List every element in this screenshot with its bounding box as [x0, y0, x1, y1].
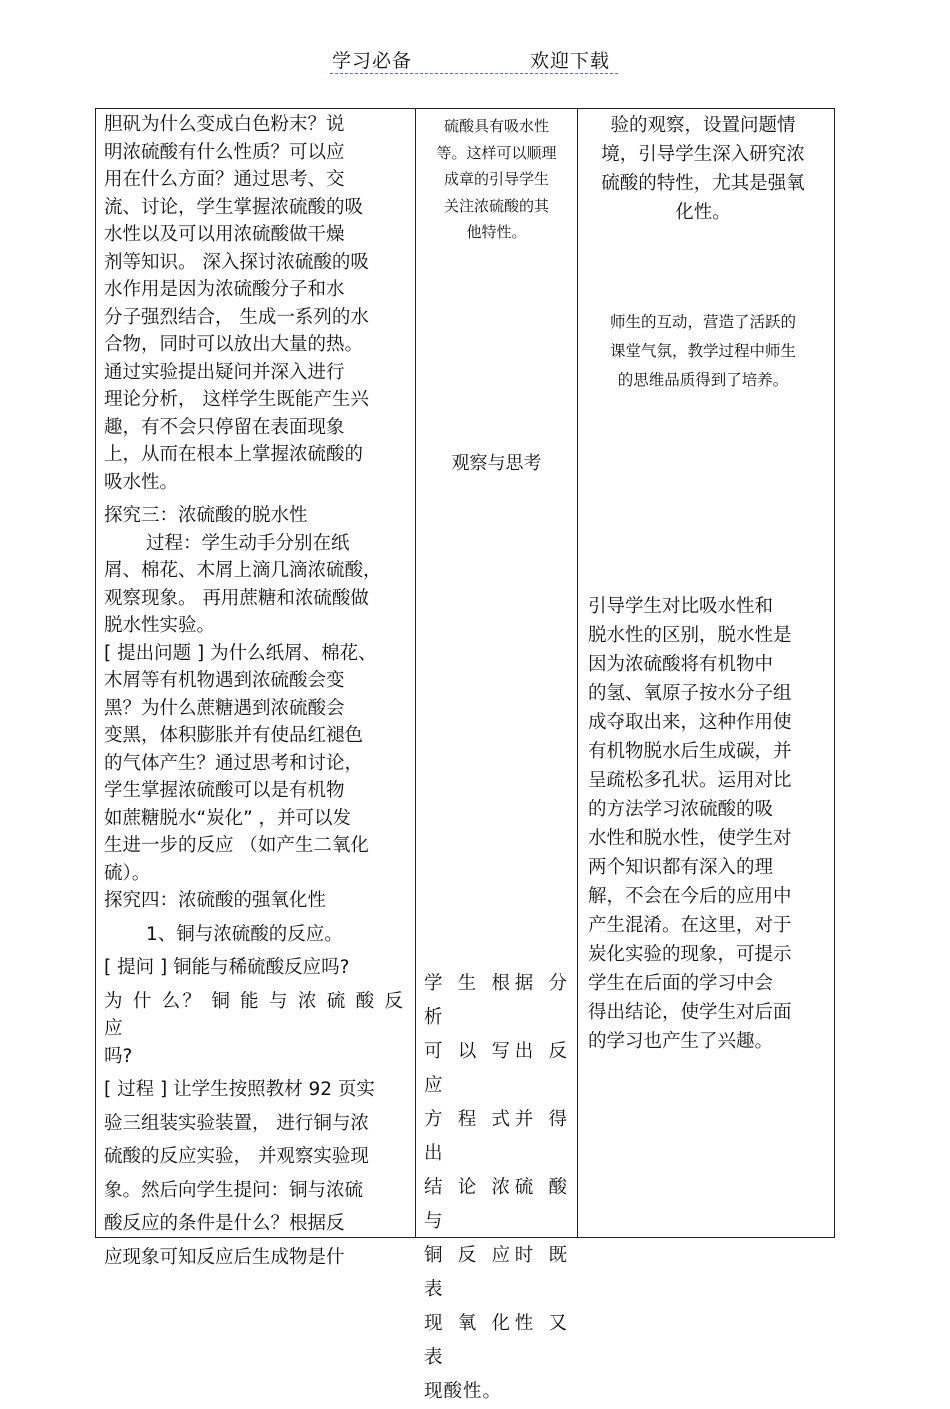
- text-line: 因为浓硫酸将有机物中: [588, 654, 774, 675]
- text-line: 两个知识都有深入的理: [588, 857, 774, 878]
- text-line: 脱水性实验。: [104, 615, 216, 636]
- text-line: 铜 反 应时 既 表: [424, 1245, 568, 1300]
- text-line: 象。然后向学生提问：铜与浓硫: [104, 1179, 364, 1201]
- text-line: 验三组装实验装置， 进行铜与浓: [104, 1112, 369, 1134]
- text-line: 现酸性。: [424, 1381, 503, 1402]
- section-heading-inquiry-3: 探究三：浓硫酸的脱水性: [104, 505, 308, 526]
- text-line: 的学习也产生了兴趣。: [588, 1031, 774, 1052]
- comparison-note: [588, 592, 826, 1056]
- text-line: 水性和脱水性，使学生对: [588, 828, 792, 849]
- text-line: 硫酸具有吸水性: [443, 117, 549, 135]
- text-line: 得出结论，使学生对后面: [588, 1002, 792, 1023]
- text-line: 为 什 么？ 铜 能 与 浓 硫 酸 反 应: [104, 990, 404, 1039]
- text-line: 成夺取出来，这种作用使: [588, 712, 792, 733]
- text-line: 用在什么方面？通过思考、交: [104, 169, 345, 190]
- text-line: 境，引导学生深入研究浓: [601, 144, 805, 165]
- text-line: 观察现象。 再用蔗糖和浓硫酸做: [104, 587, 369, 609]
- text-line: 变黑，体积膨胀并有使品红褪色: [104, 725, 364, 746]
- header-left-text: 学习必备: [332, 50, 413, 72]
- text-line: 水性以及可以用浓硫酸做干燥: [104, 224, 345, 245]
- text-line: 引导学生对比吸水性和: [588, 596, 774, 617]
- text-line: 屑、棉花、木屑上滴几滴浓硫酸，: [104, 560, 382, 581]
- text-line: 过程：学生动手分别在纸: [146, 532, 350, 554]
- text-line: 可 以 写出 反 应: [424, 1041, 568, 1096]
- text-line: [ 提问 ] 铜能与稀硫酸反应吗?: [104, 957, 350, 978]
- text-line: [ 提出问题 ] 为什么纸屑、棉花、: [104, 642, 377, 664]
- text-line: 的方法学习浓硫酸的吸: [588, 799, 774, 820]
- header-right-text: 欢迎下载: [530, 50, 611, 72]
- text-line: 木屑等有机物遇到浓硫酸会变: [104, 670, 345, 691]
- page-header: [330, 46, 618, 76]
- text-line: 呈疏松多孔状。运用对比: [588, 770, 792, 791]
- text-line: 上，从而在根本上掌握浓硫酸的: [104, 444, 364, 465]
- text-line: 胆矾为什么变成白色粉末？说: [104, 114, 345, 135]
- text-line: 的思维品质得到了培养。: [617, 371, 789, 389]
- interaction-note: [583, 308, 823, 395]
- student-activity-note: [419, 113, 574, 246]
- text-line: 成章的引导学生: [443, 170, 549, 188]
- text-line: 师生的互动，营造了活跃的: [609, 313, 796, 331]
- text-line: 结 论 浓硫 酸 与: [424, 1177, 568, 1232]
- text-line: 产生混淆。在这里，对于: [588, 915, 792, 936]
- text-line: 水作用是因为浓硫酸分子和水: [104, 279, 345, 300]
- text-line: 流、讨论，学生掌握浓硫酸的吸: [104, 196, 364, 218]
- text-line: 分子强烈结合， 生成一系列的水: [104, 306, 369, 328]
- text-line: 酸反应的条件是什么？根据反: [104, 1213, 345, 1234]
- text-line: 验的观察，设置问题情: [610, 115, 796, 136]
- text-line: 合物，同时可以放出大量的热。: [104, 334, 364, 355]
- section-heading-inquiry-4: 探究四：浓硫酸的强氧化性: [104, 890, 327, 911]
- column-divider: [577, 109, 578, 1237]
- text-line: 脱水性的区别，脱水性是: [588, 625, 792, 646]
- text-line: 他特性。: [466, 223, 527, 241]
- observe-and-think-label: 观察与思考: [451, 453, 542, 474]
- text-line: 通过实验提出疑问并深入进行: [104, 361, 345, 383]
- lesson-table: [95, 108, 835, 1402]
- text-line: 趣，有不会只停留在表面现象: [104, 416, 345, 438]
- text-line: 现 氧 化性 又 表: [424, 1313, 568, 1368]
- text-line: 有机物脱水后生成碳，并: [588, 741, 792, 762]
- text-line: 方 程 式并 得 出: [424, 1109, 568, 1164]
- text-line: 的气体产生？通过思考和讨论，: [104, 752, 364, 774]
- text-line: 炭化实验的现象，可提示: [588, 944, 792, 965]
- text-line: 剂等知识。 深入探讨浓硫酸的吸: [104, 251, 369, 273]
- teaching-process-column: [104, 111, 404, 1271]
- text-line: [ 过程 ] 让学生按照教材 92 页实: [104, 1079, 375, 1100]
- text-line: 等。这样可以顺理: [436, 143, 557, 162]
- text-line: 吸水性。: [104, 471, 179, 493]
- text-line: 解，不会在今后的应用中: [588, 886, 792, 907]
- design-intent-note: [583, 111, 823, 227]
- text-line: 1、铜与浓硫酸的反应。: [146, 923, 343, 945]
- text-line: 如蔗糖脱水“炭化” ，并可以发: [104, 807, 352, 829]
- text-line: 应现象可知反应后生成物是什: [104, 1246, 345, 1268]
- text-line: 明浓硫酸有什么性质？可以应: [104, 141, 345, 163]
- header-dashed-underline: [330, 73, 618, 74]
- text-line: 化性。: [675, 202, 731, 223]
- text-line: 硫酸的特性，尤其是强氧: [601, 173, 805, 194]
- text-line: 学生掌握浓硫酸可以是有机物: [104, 780, 345, 801]
- text-line: 吗?: [104, 1045, 133, 1067]
- text-line: 理论分析， 这样学生既能产生兴: [104, 389, 369, 410]
- text-line: 黑？为什么蔗糖遇到浓硫酸会: [104, 697, 345, 719]
- text-line: 学 生 根据 分 析: [424, 973, 568, 1028]
- text-line: 硫）。: [104, 862, 151, 884]
- text-line: 学生在后面的学习中会: [588, 973, 774, 994]
- text-line: 硫酸的反应实验， 并观察实验现: [104, 1146, 369, 1167]
- student-conclusion-note: [424, 967, 568, 1409]
- text-line: 的氢、氧原子按水分子组: [588, 683, 792, 704]
- column-divider: [415, 109, 416, 1237]
- text-line: 生进一步的反应 （如产生二氧化: [104, 835, 369, 856]
- text-line: 关注浓硫酸的其: [443, 196, 549, 215]
- text-line: 课堂气氛，教学过程中师生: [609, 342, 796, 360]
